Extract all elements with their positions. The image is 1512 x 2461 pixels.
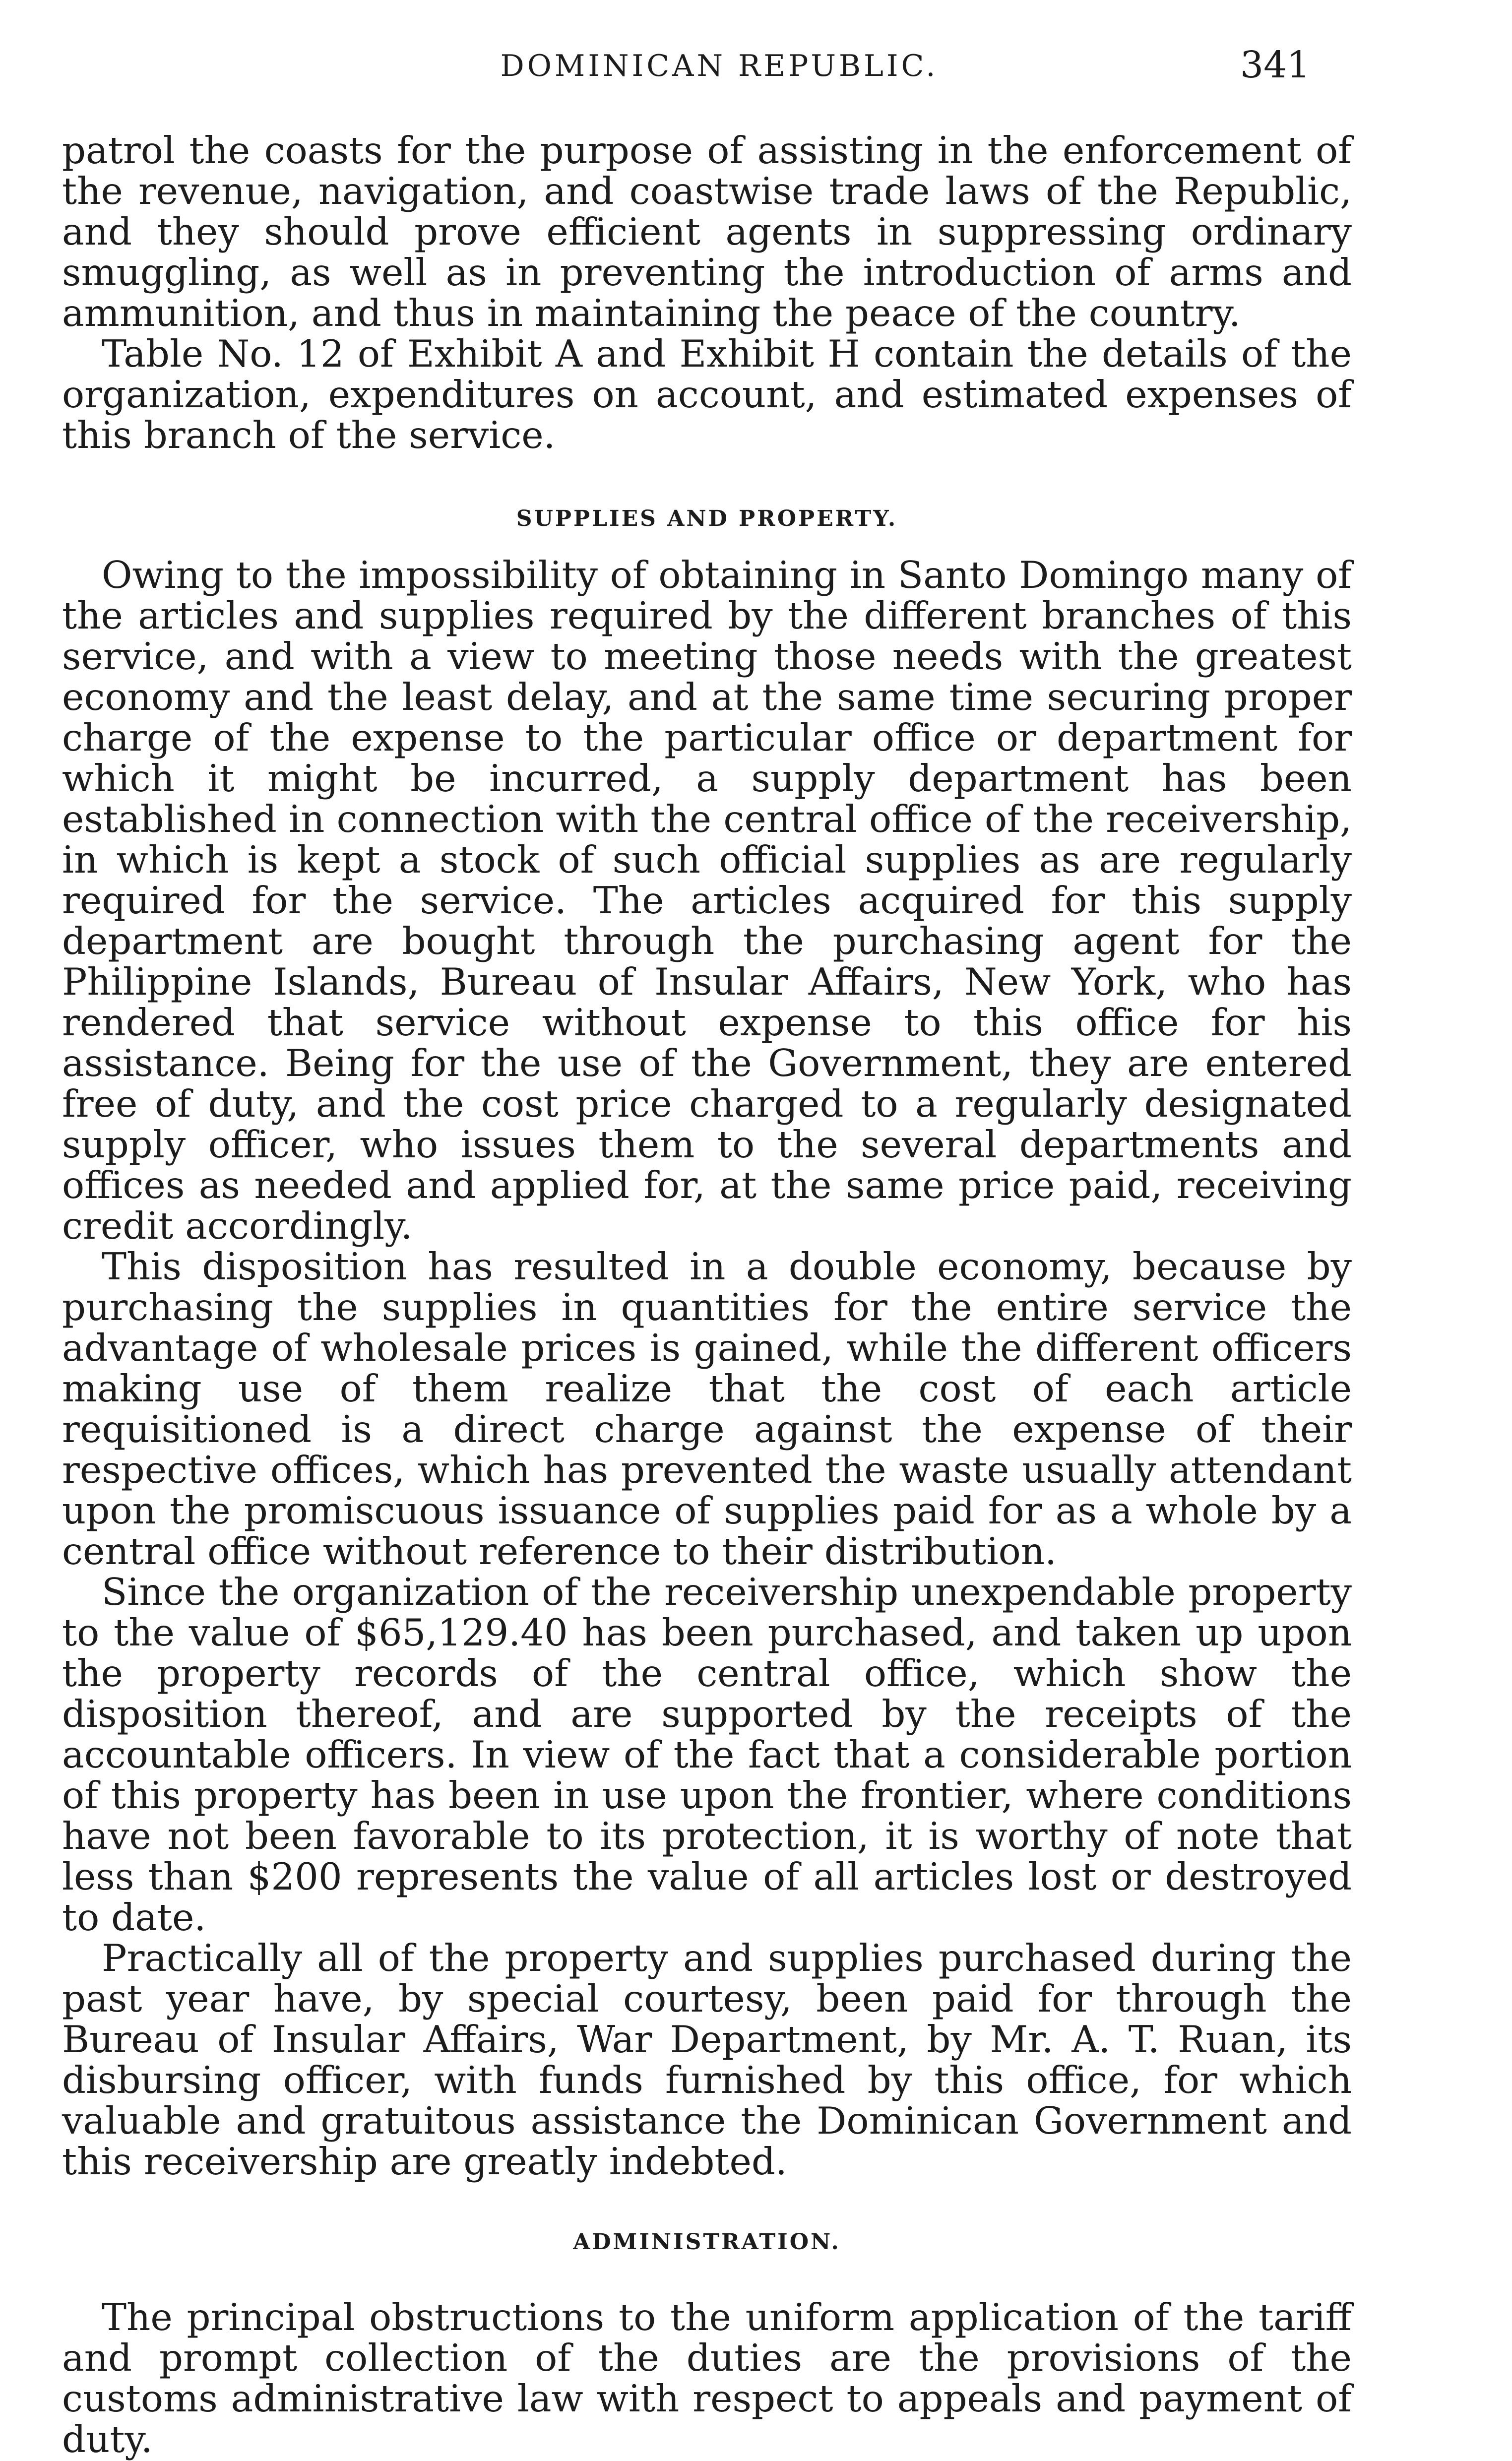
paragraph-unexpendable-property: Since the organization of the receivership unexpendable property to the value of $65,129.40 has been purchased, and taken up upon the property records of the central office, which show the disposition thereof, and are supported by the receipts of the accountable officers. In view of the fact that a considerable portion of this property has been in use upon the frontier, where conditions have not been favorable to its protection, it is worthy of note that less than $200 represents the value of all articles lost or destroyed to date.	[62, 1570, 1352, 1939]
paragraph-table-reference: Table No. 12 of Exhibit A and Exhibit H contain the details of the organization, expenditures on account, and estimated expenses of this branch of the service.	[62, 332, 1352, 457]
running-title: DOMINICAN REPUBLIC.	[500, 49, 939, 83]
running-head	[0, 44, 1512, 88]
paragraph-supply-department: Owing to the impossibility of obtaining in Santo Domingo many of the articles and supplies required by the different branches of this service, and with a view to meeting those needs with the greatest economy and the least delay, and at the same time securing proper charge of the expense to the particular office or department for which it might be incurred, a supply department has been established in connection with the central office of the receivership, in which is kept a stock of such official supplies as are regularly required for the service. The articles acquired for this supply department are bought through the purchasing agent for the Philippine Islands, Bureau of Insular Affairs, New York, who has rendered that service without expense to this office for his assistance. Being for the use of the Government, they are entered free of duty, and the cost price charged to a regularly designated supply officer, who issues them to the several departments and offices as needed and applied for, at the same price paid, receiving credit accordingly.	[62, 553, 1352, 1248]
section-heading-administration: ADMINISTRATION.	[573, 2229, 841, 2255]
section-heading-supplies: SUPPLIES AND PROPERTY.	[516, 506, 898, 531]
page-number: 341	[1240, 44, 1311, 86]
body-text	[62, 130, 1352, 2460]
paragraph-bureau-payments: Practically all of the property and supplies purchased during the past year have, by special courtesy, been paid for through the Bureau of Insular Affairs, War Department, by Mr. A. T. Ruan, its disbursing officer, with funds furnished by this office, for which valuable and gratuitous assistance the Dominican Government and this receivership are greatly indebted.	[62, 1936, 1352, 2183]
paragraph-double-economy: This disposition has resulted in a double economy, because by purchasing the supplies in quantities for the entire service the advantage of wholesale prices is gained, while the different officers making use of them realize that the cost of each article requisitioned is a direct charge against the expense of their respective offices, which has prevented the waste usually attendant upon the promiscuous issuance of supplies paid for as a whole by a central office without reference to their distribution.	[62, 1245, 1352, 1573]
paragraph-continued: patrol the coasts for the purpose of assisting in the enforcement of the revenue, navigation, and coastwise trade laws of the Republic, and they should prove efficient agents in suppressing ordinary smuggling, as well as in preventing the introduction of arms and ammunition, and thus in maintaining the peace of the country.	[62, 128, 1352, 335]
paragraph-obstructions: The principal obstructions to the uniform application of the tariff and prompt collection of the duties are the provisions of the customs administrative law with respect to appeals and payment of duty.	[62, 2295, 1352, 2461]
